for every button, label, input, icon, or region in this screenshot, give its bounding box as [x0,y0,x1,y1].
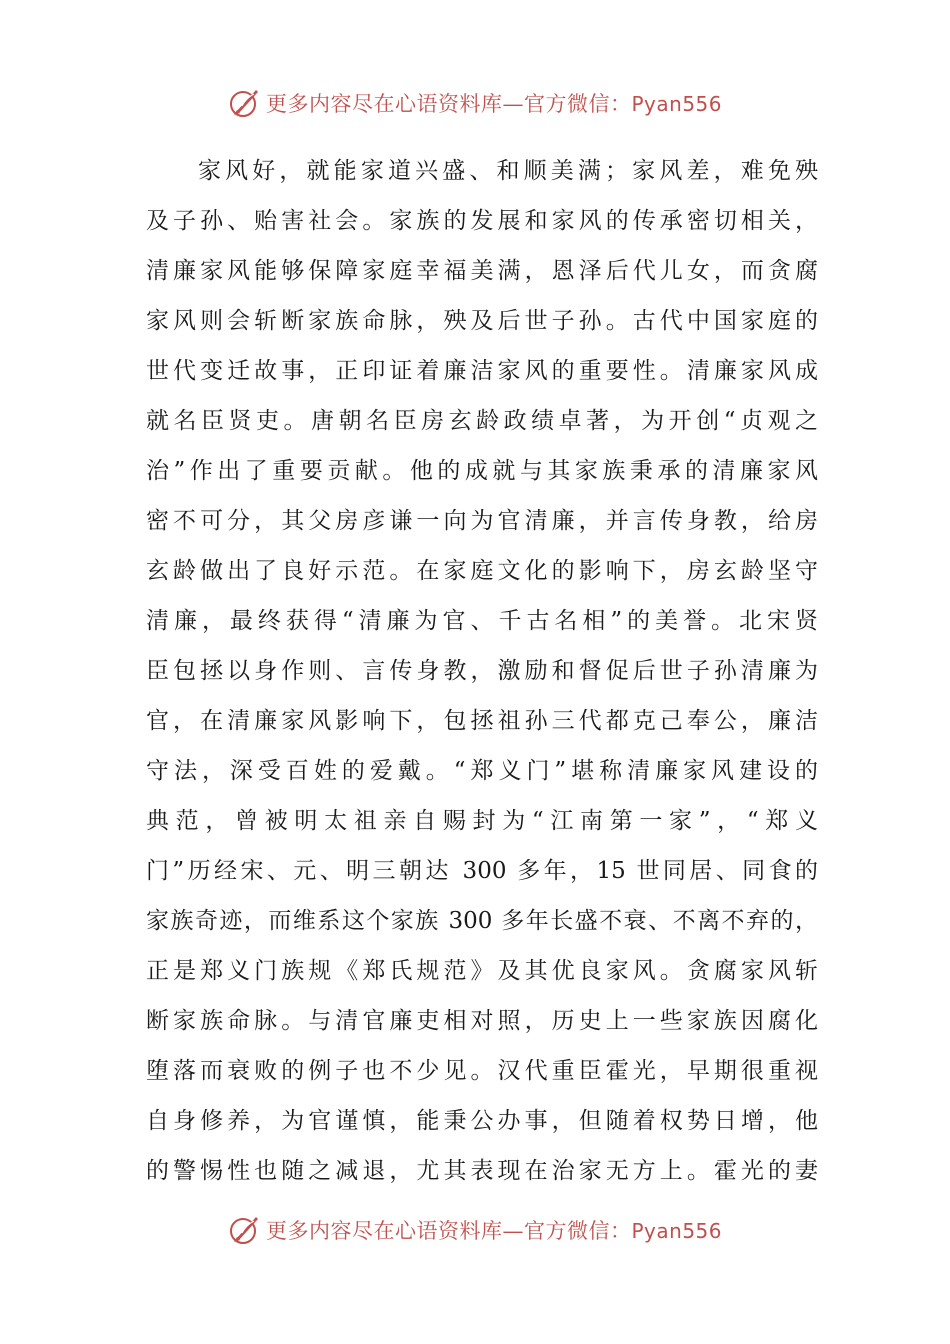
paragraph-line: 自身修养，为官谨慎，能秉公办事，但随着权势日增，他 [146,1108,818,1134]
paragraph-line: 密不可分，其父房彦谦一向为官清廉，并言传身教，给房 [146,508,818,534]
paragraph-line: 臣包拯以身作则、言传身教，激励和督促后世子孙清廉为 [146,658,818,684]
paragraph-line: 清廉，最终获得“清廉为官、千古名相”的美誉。北宋贤 [146,608,818,634]
paragraph-line: 家风则会斩断家族命脉，殃及后世子孙。古代中国家庭的 [146,308,818,334]
paragraph-line: 及子孙、贻害社会。家族的发展和家风的传承密切相关， [146,208,818,234]
article-paragraph [146,146,818,1196]
footer-banner-text [266,1215,722,1245]
paragraph-line: 治”作出了重要贡献。他的成就与其家族秉承的清廉家风 [146,458,818,484]
footer-banner [0,1210,950,1250]
paragraph-line: 门”历经宋、元、明三朝达 300 多年，15 世同居、同食的 [146,858,818,884]
paragraph-line: 典范，曾被明太祖亲自赐封为“江南第一家”，“郑义 [146,808,818,834]
quill-pen-logo-icon [228,1213,262,1247]
paragraph-line: 玄龄做出了良好示范。在家庭文化的影响下，房玄龄坚守 [146,558,818,584]
paragraph-line: 断家族命脉。与清官廉吏相对照，历史上一些家族因腐化 [146,1008,818,1034]
paragraph-line: 正是郑义门族规《郑氏规范》及其优良家风。贪腐家风斩 [146,958,818,984]
paragraph-line: 堕落而衰败的例子也不少见。汉代重臣霍光，早期很重视 [146,1058,818,1084]
paragraph-line: 就名臣贤吏。唐朝名臣房玄龄政绩卓著，为开创“贞观之 [146,408,818,434]
quill-pen-logo-icon [228,86,262,120]
header-banner-en: Pyan556 [631,92,722,116]
paragraph-line: 的警惕性也随之减退，尤其表现在治家无方上。霍光的妻 [146,1158,818,1184]
footer-banner-cn: 更多内容尽在心语资料库—官方微信： [265,1219,632,1243]
paragraph-line: 清廉家风能够保障家庭幸福美满，恩泽后代儿女，而贪腐 [146,258,818,284]
header-banner-cn: 更多内容尽在心语资料库—官方微信： [265,92,632,116]
paragraph-line: 官，在清廉家风影响下，包拯祖孙三代都克己奉公，廉洁 [146,708,818,734]
footer-banner-en: Pyan556 [631,1219,722,1243]
paragraph-line: 世代变迁故事，正印证着廉洁家风的重要性。清廉家风成 [146,358,818,384]
header-banner [0,83,950,123]
header-banner-text [266,88,722,118]
paragraph-line: 守法，深受百姓的爱戴。“郑义门”堪称清廉家风建设的 [146,758,818,784]
paragraph-line: 家族奇迹，而维系这个家族 300 多年长盛不衰、不离不弃的， [146,908,818,934]
paragraph-line: 家风好，就能家道兴盛、和顺美满；家风差，难免殃 [198,158,818,184]
